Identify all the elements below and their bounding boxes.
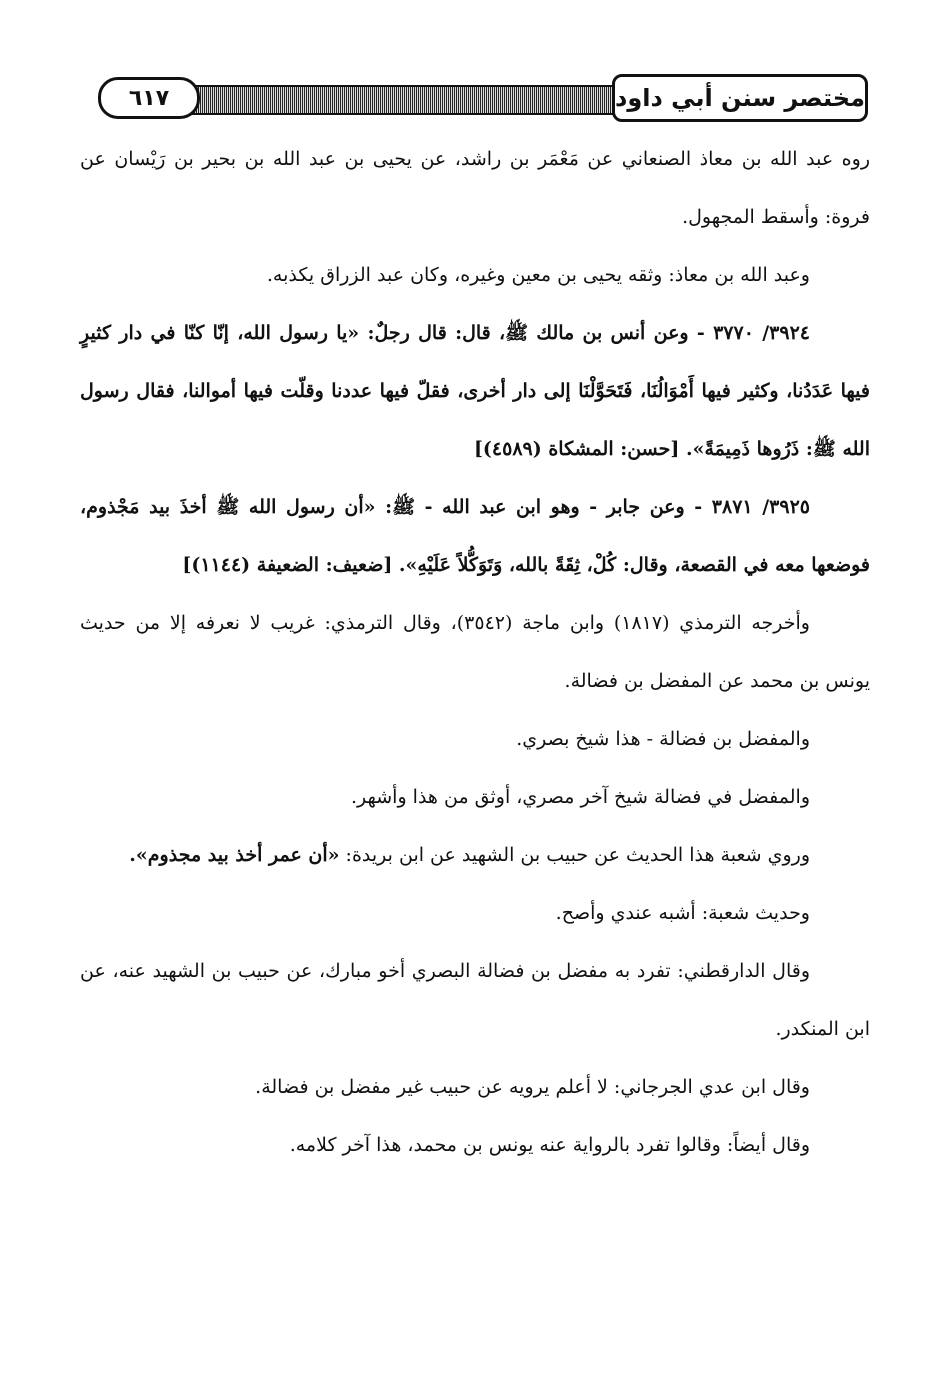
paragraph-text: وروي شعبة هذا الحديث عن حبيب بن الشهيد عن ابن بريدة: [339,844,810,866]
quoted-hadith: «أن عمر أخذ بيد مجذوم». [129,844,340,866]
paragraph: وقال ابن عدي الجرجاني: لا أعلم يرويه عن حبيب غير مفضل بن فضالة. [255,1076,810,1098]
hadith-paragraph: ٣٩٢٥/ ٣٨٧١ - وعن جابر - وهو ابن عبد الله - ﷺ: «أن رسول الله ﷺ أخذَ بيد مَجْذوم، فوضعها معه في القصعة، وقال: كُلْ، ثِقَةً بالله، وَتَوَكُّلاً عَلَيْهِ». [ضعيف: الضعيفة (١١٤٤)] [80,496,870,576]
paragraph: والمفضل في فضالة شيخ آخر مصري، أوثق من هذا وأشهر. [350,786,810,808]
header-rule [158,85,668,115]
book-title: مختصر سنن أبي داود [612,74,868,122]
page-body [80,130,870,1174]
paragraph: وعبد الله بن معاذ: وثقه يحيى بن معين وغيره، وكان عبد الزراق يكذبه. [266,264,810,286]
paragraph [80,826,870,884]
page-number: ٦١٧ [98,77,200,119]
paragraph: وقال أيضاً: وقالوا تفرد بالرواية عنه يونس بن محمد، هذا آخر كلامه. [289,1134,810,1156]
paragraph: والمفضل بن فضالة - هذا شيخ بصري. [516,728,810,750]
page-header [88,74,868,120]
paragraph: وقال الدارقطني: تفرد به مفضل بن فضالة البصري أخو مبارك، عن حبيب بن الشهيد عنه، عن ابن المنكدر. [80,960,870,1040]
hadith-paragraph: ٣٩٢٤/ ٣٧٧٠ - وعن أنس بن مالك ﷺ، قال: قال رجلٌ: «يا رسول الله، إنّا كنّا في دار كثيرٍ فيها عَدَدُنا، وكثير فيها أَمْوَالُنَا، فَتَحَوَّلْنَا إلى دار أخرى، فقلّ فيها عددنا وقلّت فيها أموالنا، فقال رسول الله ﷺ: ذَرُوها ذَمِيمَةً». [حسن: المشكاة (٤٥٨٩)] [80,322,870,460]
paragraph: وحديث شعبة: أشبه عندي وأصح. [555,902,810,924]
paragraph: وأخرجه الترمذي (١٨١٧) وابن ماجة (٣٥٤٢)، وقال الترمذي: غريب لا نعرفه إلا من حديث يونس بن محمد عن المفضل بن فضالة. [80,612,870,692]
paragraph: روه عبد الله بن معاذ الصنعاني عن مَعْمَر بن راشد، عن يحيى بن عبد الله بن بحير بن رَيْسان عن فروة: وأسقط المجهول. [80,148,870,228]
